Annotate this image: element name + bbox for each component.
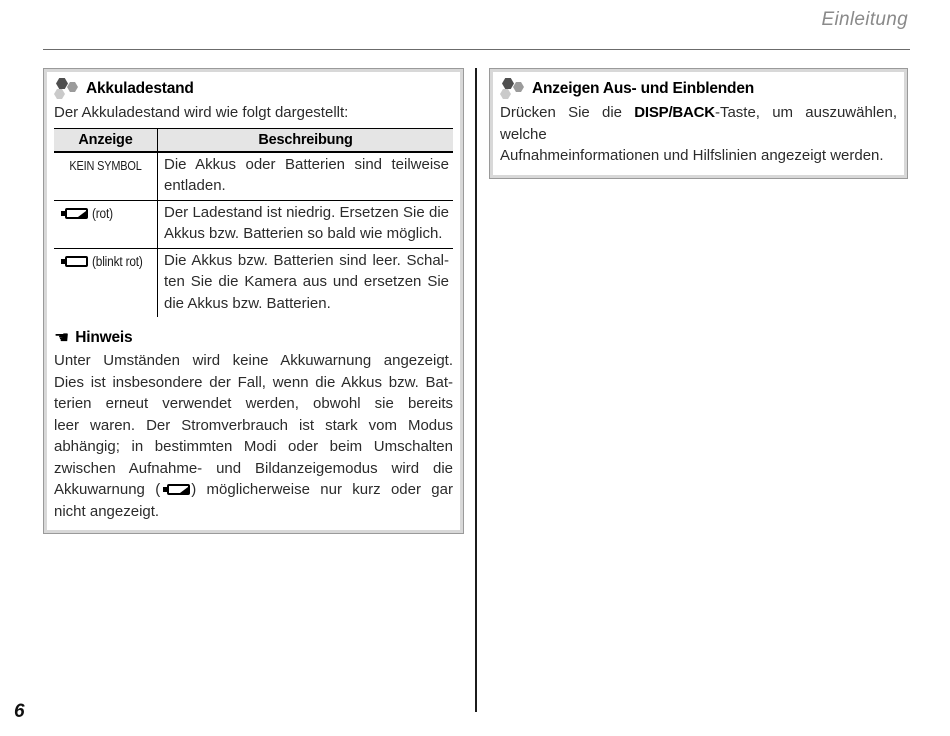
column-divider xyxy=(475,68,477,712)
hexagon-light xyxy=(500,89,511,99)
indicator-cell xyxy=(54,248,158,317)
hexagon-mid xyxy=(67,82,78,92)
pointing-hand-icon: ☚ xyxy=(54,327,70,348)
hexagon-light xyxy=(54,89,65,99)
note-heading xyxy=(54,329,453,347)
section-title: Anzeigen Aus- und Einblenden xyxy=(532,79,755,97)
section-title: Akkuladestand xyxy=(86,79,194,97)
battery-low-icon xyxy=(167,484,190,495)
note-paragraph: Unter Umständen wird keine Akkuwarnung angezeigt. Dies ist insbesondere der Fall, wenn die Akkus bzw. Bat- terien erneut verwendet werden, obwohl sie bereits leer waren. Der Stromverbrauch ist stark vom Modus abhängig; in bestimmten Modi oder beim Umschalten zwischen Aufnahme- und Bildanzeigemodus wird die Akkuwarnung ( ) möglicherweise nur kurz oder gar nicht angezeigt. xyxy=(54,352,453,520)
chapter-header: Einleitung xyxy=(821,9,908,30)
table-row xyxy=(54,152,453,201)
section-intro: Der Akkuladestand wird wie folgt dargestellt: xyxy=(54,104,349,121)
description-cell: Die Akkus bzw. Batterien sind leer. Schal- ten Sie die Kamera aus und ersetzen Sie die Akkus bzw. Batterien. xyxy=(158,248,454,317)
battery-empty-icon xyxy=(65,256,88,267)
hexagon-dark xyxy=(502,78,514,89)
battery-low-icon xyxy=(65,208,88,219)
indicator-label: KEIN SYMBOL xyxy=(69,157,142,173)
indicator-cell xyxy=(54,200,158,248)
battery-level-section xyxy=(43,68,464,534)
display-toggle-section xyxy=(489,68,908,179)
table-header-row xyxy=(54,128,453,152)
description-cell: Der Ladestand ist niedrig. Ersetzen Sie die Akkus bzw. Batterien so bald wie möglich. xyxy=(158,200,454,248)
hexagon-cluster-icon xyxy=(500,78,525,99)
indicator-cell xyxy=(54,152,158,201)
table-row xyxy=(54,200,453,248)
description-cell: Die Akkus oder Batterien sind teilweise entladen. xyxy=(158,152,454,201)
column-header-beschreibung: Beschreibung xyxy=(158,128,454,152)
hexagon-cluster-icon xyxy=(54,78,79,99)
section-heading xyxy=(54,78,453,99)
table-row xyxy=(54,248,453,317)
battery-status-table xyxy=(54,128,453,318)
section-heading xyxy=(500,78,897,99)
header-rule xyxy=(43,49,910,50)
section-body: Drücken Sie die DISP/BACK-Taste, um auszuwählen, welche Aufnahmeinformationen und Hilfslinien angezeigt werden. xyxy=(500,104,897,164)
page-number: 6 xyxy=(14,701,25,722)
note-title: Hinweis xyxy=(75,329,133,346)
hexagon-dark xyxy=(56,78,68,89)
hexagon-mid xyxy=(513,82,524,92)
indicator-label: (rot) xyxy=(92,205,113,221)
indicator-label: (blinkt rot) xyxy=(92,253,143,269)
column-header-anzeige: Anzeige xyxy=(54,128,158,152)
